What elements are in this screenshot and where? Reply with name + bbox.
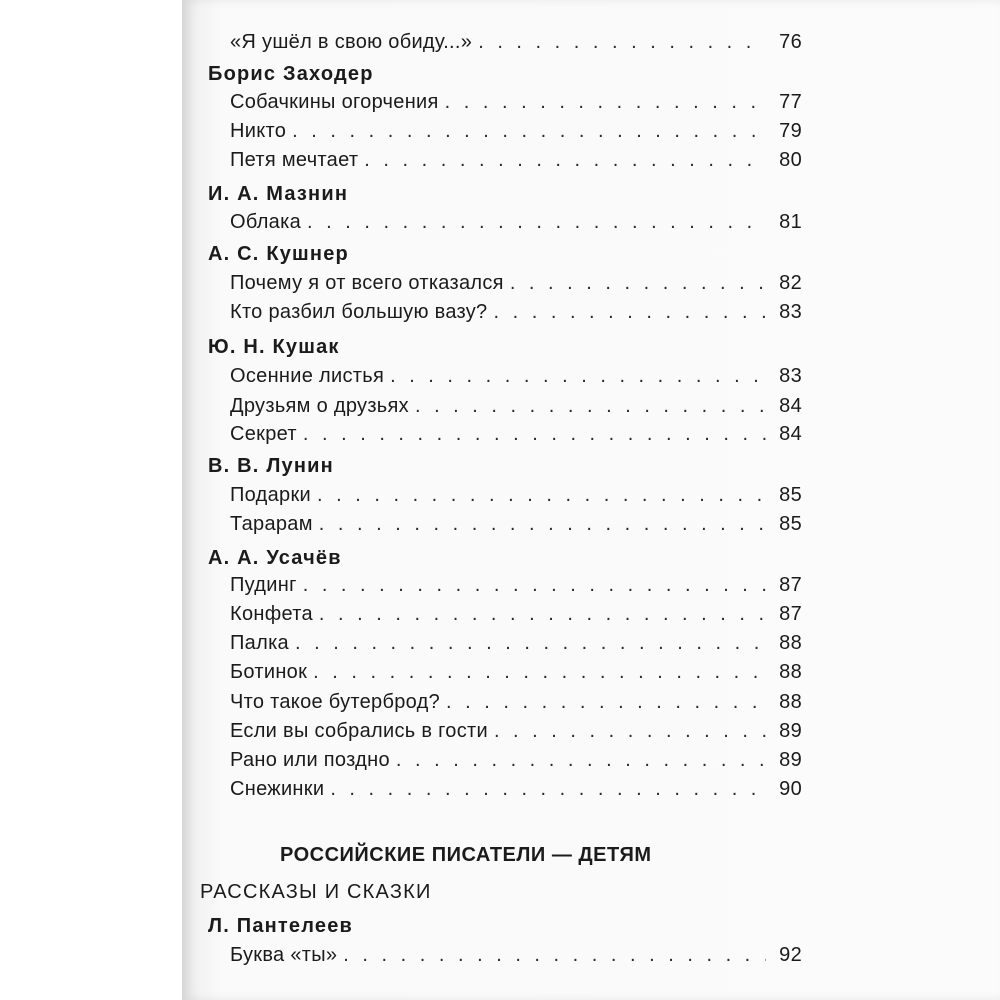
- toc-entry-page: 80: [779, 149, 802, 171]
- toc-entry: [230, 31, 802, 61]
- toc-entry-title: Осенние листья: [230, 365, 385, 387]
- toc-entry-title: Никто: [230, 120, 287, 142]
- toc-entry-page: 84: [779, 423, 802, 445]
- toc-entry: [230, 603, 802, 633]
- leader-dots: [415, 395, 766, 418]
- leader-dots: [510, 272, 766, 295]
- leader-dots: [364, 149, 766, 172]
- toc-entry-page: 84: [779, 395, 802, 417]
- leader-dots: [390, 365, 766, 388]
- toc-entry: [230, 120, 802, 150]
- toc-entry-page: 83: [779, 301, 802, 323]
- toc-entry: [230, 365, 802, 395]
- toc-entry-title: Рано или поздно: [230, 749, 390, 771]
- toc-entry: [230, 661, 802, 691]
- toc-entry: [230, 513, 802, 543]
- toc-entry: [230, 272, 802, 302]
- toc-entry: [230, 944, 802, 974]
- leader-dots: [319, 513, 766, 536]
- subsection-heading: РАССКАЗЫ И СКАЗКИ: [200, 881, 432, 903]
- toc-entry: [230, 574, 802, 604]
- toc-entry-title: Друзьям о друзьях: [230, 395, 409, 417]
- toc-entry: [230, 632, 802, 662]
- toc-entry-page: 83: [779, 365, 802, 387]
- leader-dots: [494, 720, 766, 743]
- toc-entry-title: Буква «ты»: [230, 944, 338, 966]
- toc-entry: [230, 778, 802, 808]
- toc-entry-page: 76: [779, 31, 802, 53]
- author-heading: Ю. Н. Кушак: [208, 336, 340, 358]
- toc-entry-page: 90: [779, 778, 802, 800]
- toc-entry-title: Облака: [230, 211, 302, 233]
- toc-entry-page: 88: [779, 691, 802, 713]
- author-heading: В. В. Лунин: [208, 455, 334, 477]
- toc-entry: [230, 395, 802, 425]
- toc-entry-page: 88: [779, 661, 802, 683]
- toc-entry-title: Подарки: [230, 484, 311, 506]
- author-heading: Л. Пантелеев: [208, 915, 354, 937]
- toc-entry: [230, 149, 802, 179]
- toc-entry-page: 85: [779, 484, 802, 506]
- section-heading: РОССИЙСКИЕ ПИСАТЕЛИ — ДЕТЯМ: [280, 844, 652, 866]
- author-heading: А. А. Усачёв: [208, 547, 342, 569]
- leader-dots: [478, 31, 766, 54]
- toc-entry-page: 89: [779, 720, 802, 742]
- leader-dots: [303, 574, 766, 597]
- leader-dots: [330, 778, 766, 801]
- toc-entry-page: 87: [779, 603, 802, 625]
- leader-dots: [292, 120, 766, 143]
- toc-entry-page: 82: [779, 272, 802, 294]
- toc-entry-page: 79: [779, 120, 802, 142]
- leader-dots: [446, 691, 766, 714]
- leader-dots: [445, 91, 766, 114]
- toc-entry-title: Что такое бутерброд?: [230, 691, 441, 713]
- leader-dots: [396, 749, 766, 772]
- toc-entry-page: 77: [779, 91, 802, 113]
- leader-dots: [295, 632, 766, 655]
- author-heading: Борис Заходер: [208, 63, 374, 85]
- leader-dots: [317, 484, 766, 507]
- leader-dots: [493, 301, 766, 324]
- toc-entry: [230, 423, 802, 453]
- toc-entry-title: Собачкины огорчения: [230, 91, 439, 113]
- toc-entry-title: Тарарам: [230, 513, 313, 535]
- bleed-through-text: [882, 60, 992, 960]
- toc-entry-page: 81: [779, 211, 802, 233]
- toc-entry: [230, 720, 802, 750]
- toc-entry-page: 87: [779, 574, 802, 596]
- toc-entry-page: 92: [779, 944, 802, 966]
- toc-entry-title: Секрет: [230, 423, 297, 445]
- toc-entry-title: Петя мечтает: [230, 149, 359, 171]
- leader-dots: [319, 603, 766, 626]
- toc-entry: [230, 749, 802, 779]
- leader-dots: [313, 661, 766, 684]
- toc-entry-title: Кто разбил большую вазу?: [230, 301, 488, 323]
- author-heading: И. А. Мазнин: [208, 183, 349, 205]
- leader-dots: [343, 944, 766, 967]
- toc-entry-page: 89: [779, 749, 802, 771]
- toc-entry: [230, 211, 802, 241]
- toc-entry-title: Снежинки: [230, 778, 325, 800]
- leader-dots: [307, 211, 766, 234]
- toc-entry-page: 85: [779, 513, 802, 535]
- author-heading: А. С. Кушнер: [208, 243, 349, 265]
- toc-entry: [230, 484, 802, 514]
- toc-entry-page: 88: [779, 632, 802, 654]
- leader-dots: [303, 423, 766, 446]
- toc-entry: [230, 691, 802, 721]
- toc-entry-title: Если вы собрались в гости: [230, 720, 488, 742]
- toc-entry-title: Ботинок: [230, 661, 308, 683]
- toc-entry-title: «Я ушёл в свою обиду...»: [230, 31, 473, 53]
- toc-entry-title: Почему я от всего отказался: [230, 272, 504, 294]
- toc-entry: [230, 91, 802, 121]
- toc-entry-title: Пудинг: [230, 574, 297, 596]
- toc-entry: [230, 301, 802, 331]
- toc-entry-title: Конфета: [230, 603, 313, 625]
- toc-entry-title: Палка: [230, 632, 289, 654]
